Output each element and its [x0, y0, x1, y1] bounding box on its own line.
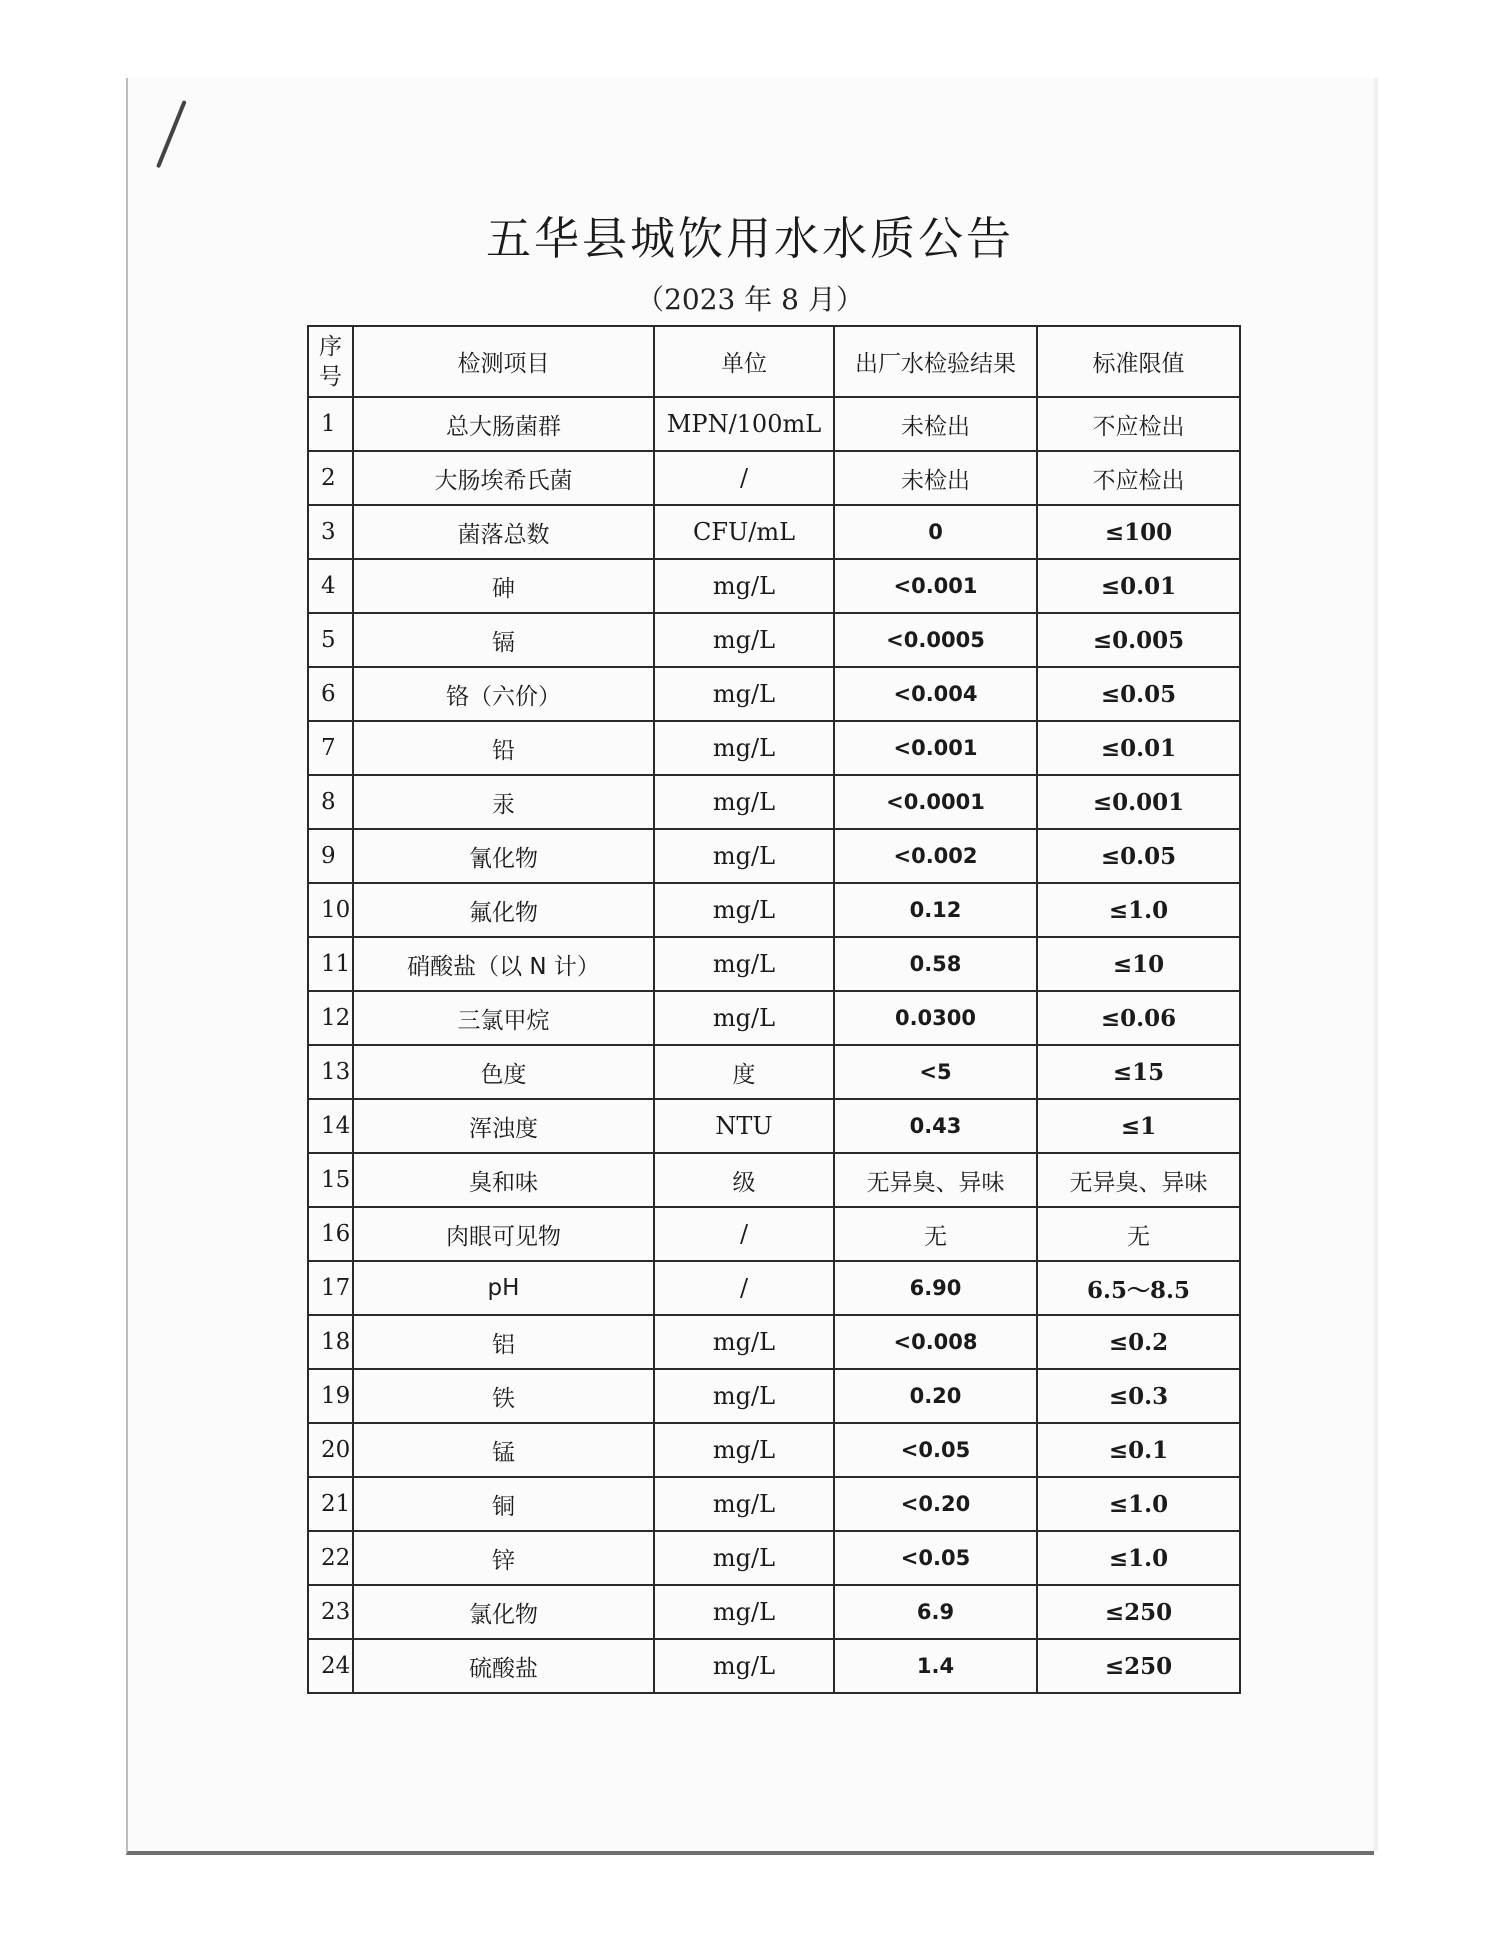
table-row	[308, 451, 1240, 505]
cell-item: 色度	[353, 1045, 654, 1099]
cell-no: 9	[308, 829, 353, 883]
cell-item: 铬（六价）	[353, 667, 654, 721]
cell-result: <0.002	[834, 829, 1037, 883]
cell-limit: ≤1.0	[1037, 883, 1240, 937]
cell-result: 0.43	[834, 1099, 1037, 1153]
cell-no: 18	[308, 1315, 353, 1369]
cell-result: 6.9	[834, 1585, 1037, 1639]
cell-item: 锰	[353, 1423, 654, 1477]
cell-limit: ≤1.0	[1037, 1531, 1240, 1585]
cell-limit: ≤0.2	[1037, 1315, 1240, 1369]
cell-unit: mg/L	[654, 721, 834, 775]
cell-limit: 无异臭、异味	[1037, 1153, 1240, 1207]
cell-limit: ≤15	[1037, 1045, 1240, 1099]
cell-limit: ≤0.01	[1037, 721, 1240, 775]
cell-unit: mg/L	[654, 1315, 834, 1369]
cell-unit: CFU/mL	[654, 505, 834, 559]
cell-item: pH	[353, 1261, 654, 1315]
cell-unit: 级	[654, 1153, 834, 1207]
cell-item: 浑浊度	[353, 1099, 654, 1153]
cell-result: 1.4	[834, 1639, 1037, 1693]
cell-limit: ≤0.3	[1037, 1369, 1240, 1423]
cell-unit: mg/L	[654, 1585, 834, 1639]
cell-no: 2	[308, 451, 353, 505]
cell-result: <0.001	[834, 721, 1037, 775]
table-row	[308, 613, 1240, 667]
cell-limit: 无	[1037, 1207, 1240, 1261]
table-row	[308, 883, 1240, 937]
header-no: 序号	[308, 326, 353, 397]
cell-no: 5	[308, 613, 353, 667]
cell-unit: /	[654, 1261, 834, 1315]
cell-item: 锌	[353, 1531, 654, 1585]
cell-result: 未检出	[834, 397, 1037, 451]
cell-unit: mg/L	[654, 667, 834, 721]
cell-unit: mg/L	[654, 1369, 834, 1423]
cell-no: 8	[308, 775, 353, 829]
cell-no: 11	[308, 937, 353, 991]
document-subtitle: （2023 年 8 月）	[636, 283, 864, 316]
table-row	[308, 937, 1240, 991]
cell-unit: mg/L	[654, 991, 834, 1045]
cell-no: 6	[308, 667, 353, 721]
cell-limit: ≤1	[1037, 1099, 1240, 1153]
cell-no: 16	[308, 1207, 353, 1261]
cell-result: 无异臭、异味	[834, 1153, 1037, 1207]
cell-no: 3	[308, 505, 353, 559]
cell-limit: 不应检出	[1037, 397, 1240, 451]
cell-no: 12	[308, 991, 353, 1045]
table-row	[308, 559, 1240, 613]
cell-result: <0.001	[834, 559, 1037, 613]
cell-limit: ≤0.06	[1037, 991, 1240, 1045]
header-unit: 单位	[654, 326, 834, 397]
table-row	[308, 1477, 1240, 1531]
table-row	[308, 1099, 1240, 1153]
cell-limit: ≤0.05	[1037, 667, 1240, 721]
cell-unit: mg/L	[654, 559, 834, 613]
cell-no: 17	[308, 1261, 353, 1315]
cell-result: <0.05	[834, 1423, 1037, 1477]
cell-item: 总大肠菌群	[353, 397, 654, 451]
cell-no: 24	[308, 1639, 353, 1693]
cell-result: <0.0001	[834, 775, 1037, 829]
table-row	[308, 667, 1240, 721]
table-row	[308, 991, 1240, 1045]
cell-unit: NTU	[654, 1099, 834, 1153]
cell-no: 19	[308, 1369, 353, 1423]
cell-item: 汞	[353, 775, 654, 829]
cell-limit: ≤100	[1037, 505, 1240, 559]
cell-item: 铁	[353, 1369, 654, 1423]
cell-no: 15	[308, 1153, 353, 1207]
cell-unit: 度	[654, 1045, 834, 1099]
cell-unit: mg/L	[654, 1531, 834, 1585]
cell-unit: mg/L	[654, 1423, 834, 1477]
cell-result: 0.12	[834, 883, 1037, 937]
cell-result: <0.20	[834, 1477, 1037, 1531]
table-row	[308, 1153, 1240, 1207]
table-row	[308, 1315, 1240, 1369]
table-row	[308, 505, 1240, 559]
cell-result: 0	[834, 505, 1037, 559]
cell-item: 氟化物	[353, 883, 654, 937]
table-row	[308, 721, 1240, 775]
cell-no: 21	[308, 1477, 353, 1531]
cell-item: 三氯甲烷	[353, 991, 654, 1045]
cell-limit: 6.5～8.5	[1037, 1261, 1240, 1315]
document-title: 五华县城饮用水水质公告	[485, 212, 1014, 265]
cell-result: 0.58	[834, 937, 1037, 991]
cell-limit: ≤0.001	[1037, 775, 1240, 829]
cell-item: 铝	[353, 1315, 654, 1369]
cell-item: 氯化物	[353, 1585, 654, 1639]
cell-unit: mg/L	[654, 829, 834, 883]
cell-no: 4	[308, 559, 353, 613]
cell-result: <0.0005	[834, 613, 1037, 667]
table-row	[308, 1639, 1240, 1693]
cell-result: <0.004	[834, 667, 1037, 721]
cell-limit: ≤250	[1037, 1585, 1240, 1639]
cell-unit: mg/L	[654, 1477, 834, 1531]
cell-limit: ≤0.01	[1037, 559, 1240, 613]
cell-no: 10	[308, 883, 353, 937]
table-row	[308, 1531, 1240, 1585]
cell-result: 0.20	[834, 1369, 1037, 1423]
cell-unit: mg/L	[654, 883, 834, 937]
water-quality-table	[307, 325, 1241, 1694]
cell-unit: mg/L	[654, 613, 834, 667]
cell-item: 铅	[353, 721, 654, 775]
cell-no: 20	[308, 1423, 353, 1477]
cell-result: 无	[834, 1207, 1037, 1261]
cell-no: 1	[308, 397, 353, 451]
cell-limit: ≤0.005	[1037, 613, 1240, 667]
cell-item: 镉	[353, 613, 654, 667]
cell-limit: 不应检出	[1037, 451, 1240, 505]
table-row	[308, 829, 1240, 883]
header-item: 检测项目	[353, 326, 654, 397]
cell-limit: ≤1.0	[1037, 1477, 1240, 1531]
cell-no: 7	[308, 721, 353, 775]
cell-item: 菌落总数	[353, 505, 654, 559]
cell-item: 氰化物	[353, 829, 654, 883]
cell-unit: MPN/100mL	[654, 397, 834, 451]
table-row	[308, 1369, 1240, 1423]
header-row	[308, 326, 1240, 397]
cell-item: 硫酸盐	[353, 1639, 654, 1693]
cell-item: 肉眼可见物	[353, 1207, 654, 1261]
table-row	[308, 775, 1240, 829]
cell-item: 大肠埃希氏菌	[353, 451, 654, 505]
cell-result: <0.05	[834, 1531, 1037, 1585]
cell-result: 6.90	[834, 1261, 1037, 1315]
cell-unit: /	[654, 451, 834, 505]
cell-limit: ≤250	[1037, 1639, 1240, 1693]
table-row	[308, 1585, 1240, 1639]
header-result: 出厂水检验结果	[834, 326, 1037, 397]
table-row	[308, 1423, 1240, 1477]
cell-no: 14	[308, 1099, 353, 1153]
cell-result: 0.0300	[834, 991, 1037, 1045]
table-row	[308, 397, 1240, 451]
cell-item: 臭和味	[353, 1153, 654, 1207]
cell-no: 13	[308, 1045, 353, 1099]
cell-no: 22	[308, 1531, 353, 1585]
cell-unit: mg/L	[654, 775, 834, 829]
cell-result: 未检出	[834, 451, 1037, 505]
table-body	[308, 397, 1240, 1693]
cell-result: <0.008	[834, 1315, 1037, 1369]
cell-result: <5	[834, 1045, 1037, 1099]
cell-limit: ≤0.05	[1037, 829, 1240, 883]
cell-unit: mg/L	[654, 937, 834, 991]
cell-item: 铜	[353, 1477, 654, 1531]
cell-item: 砷	[353, 559, 654, 613]
cell-no: 23	[308, 1585, 353, 1639]
cell-limit: ≤0.1	[1037, 1423, 1240, 1477]
table-row	[308, 1045, 1240, 1099]
cell-limit: ≤10	[1037, 937, 1240, 991]
cell-item: 硝酸盐（以 N 计）	[353, 937, 654, 991]
table-row	[308, 1207, 1240, 1261]
cell-unit: /	[654, 1207, 834, 1261]
table-row	[308, 1261, 1240, 1315]
table-header	[308, 326, 1240, 397]
cell-unit: mg/L	[654, 1639, 834, 1693]
header-limit: 标准限值	[1037, 326, 1240, 397]
